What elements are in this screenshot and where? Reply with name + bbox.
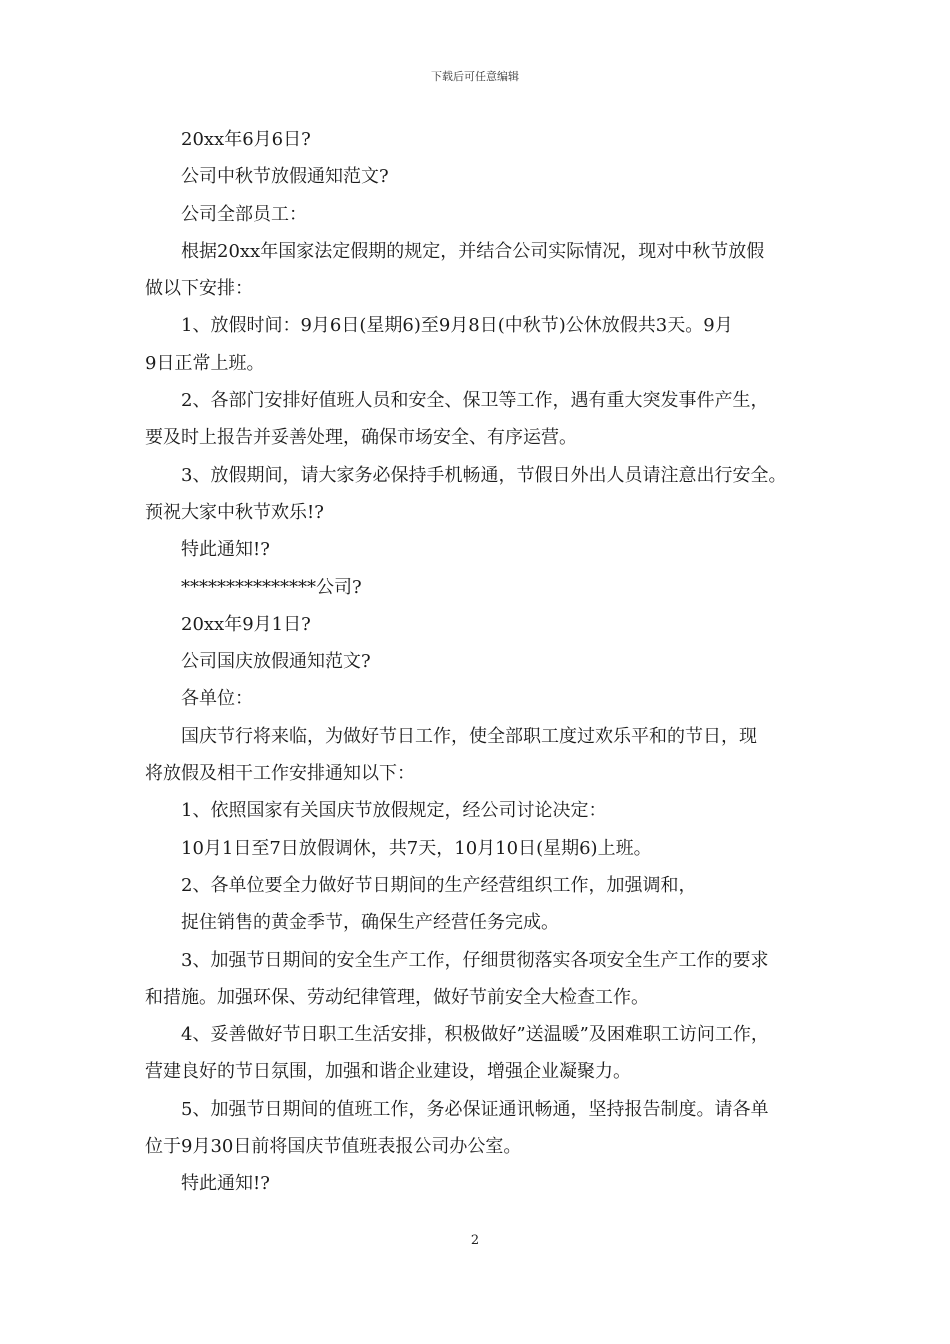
text-line: 1、依照国家有关国庆节放假规定，经公司讨论决定：: [181, 800, 607, 822]
text-line: 特此通知!?: [181, 1173, 270, 1195]
text-line: 根据20xx年国家法定假期的规定，并结合公司实际情况，现对中秋节放假: [181, 240, 765, 262]
text-line: 国庆节行将来临，为做好节日工作，使全部职工度过欢乐平和的节日，现: [181, 725, 757, 747]
text-line: 营建良好的节日氛围，加强和谐企业建设，增强企业凝聚力。: [145, 1061, 631, 1083]
text-line: 公司中秋节放假通知范文?: [181, 166, 389, 188]
page-number: 2: [470, 1233, 480, 1248]
text-line: 捉住销售的黄金季节，确保生产经营任务完成。: [181, 912, 559, 934]
page-header: 下载后可任意编辑: [431, 70, 519, 83]
text-line: 位于9月30日前将国庆节值班表报公司办公室。: [145, 1136, 522, 1158]
text-line: 3、放假期间，请大家务必保持手机畅通，节假日外出人员请注意出行安全。: [181, 464, 787, 486]
text-line: 1、放假时间：9月6日(星期6)至9月8日(中秋节)公休放假共3天。9月: [181, 315, 733, 337]
text-line: 2、各单位要全力做好节日期间的生产经营组织工作，加强调和，: [181, 874, 697, 896]
text-line: 各单位：: [181, 688, 253, 710]
text-line: 要及时上报告并妥善处理，确保市场安全、有序运营。: [145, 427, 577, 449]
text-line: ***************公司?: [181, 576, 362, 598]
text-line: 3、加强节日期间的安全生产工作，仔细贯彻落实各项安全生产工作的要求: [181, 949, 769, 971]
text-line: 预祝大家中秋节欢乐!?: [145, 501, 324, 523]
text-line: 20xx年9月1日?: [181, 613, 311, 635]
document-body: [145, 121, 815, 1203]
text-line: 10月1日至7日放假调休，共7天，10月10日(星期6)上班。: [181, 837, 652, 859]
text-line: 公司全部员工：: [181, 203, 307, 225]
text-line: 9日正常上班。: [145, 352, 265, 374]
text-line: 将放假及相干工作安排通知以下：: [145, 763, 415, 785]
text-line: 做以下安排：: [145, 278, 253, 300]
text-line: 公司国庆放假通知范文?: [181, 651, 371, 673]
text-line: 4、妥善做好节日职工生活安排，积极做好”送温暖”及困难职工访问工作，: [181, 1024, 769, 1046]
text-line: 2、各部门安排好值班人员和安全、保卫等工作，遇有重大突发事件产生，: [181, 390, 769, 412]
text-line: 5、加强节日期间的值班工作，务必保证通讯畅通，坚持报告制度。请各单: [181, 1098, 769, 1120]
text-line: 特此通知!?: [181, 539, 270, 561]
text-line: 和措施。加强环保、劳动纪律管理，做好节前安全大检查工作。: [145, 986, 649, 1008]
text-line: 20xx年6月6日?: [181, 129, 311, 150]
